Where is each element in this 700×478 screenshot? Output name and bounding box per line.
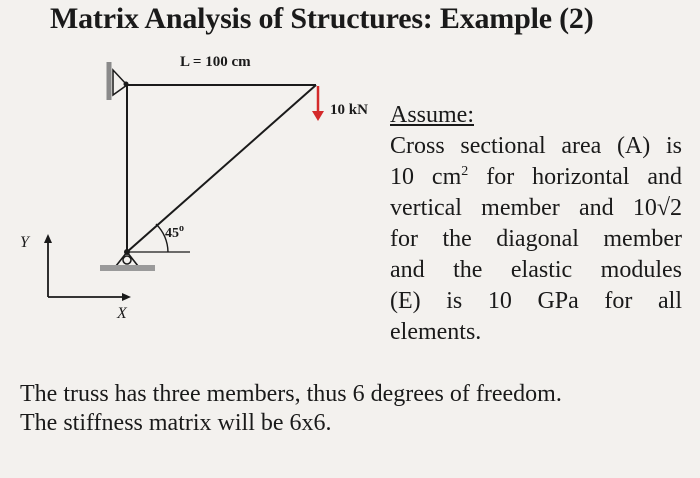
axis-x-label: X — [117, 305, 127, 322]
assume-line-2: 10 $cm^2$ for horizontal and — [390, 164, 683, 190]
conclusion-text — [20, 380, 562, 438]
assume-line-7: elements. — [390, 319, 482, 345]
assume-heading: Assume: — [390, 102, 474, 128]
axis-y-label: Y — [20, 234, 29, 251]
assume-line-6: (E) is 10 GPa for all — [390, 288, 682, 314]
length-label: L = 100 cm — [180, 54, 251, 70]
load-arrow-icon — [312, 86, 324, 121]
diagonal-member — [127, 85, 316, 252]
page-title: Matrix Analysis of Structures: Example (2) — [50, 2, 594, 35]
assumptions-block — [390, 100, 682, 348]
assume-line-5: and the elastic modules — [390, 257, 682, 283]
angle-label: 45$^o$ — [165, 223, 184, 241]
assume-line-4: for the diagonal member — [390, 226, 682, 252]
assume-line-1: Cross sectional area (A) is — [390, 133, 682, 159]
load-label: 10 kN — [330, 102, 368, 118]
assume-line-3: vertical member and 10√2 — [390, 195, 682, 221]
roller-support-icon — [109, 62, 129, 100]
conclusion-line-2: The stiffness matrix will be 6x6. — [20, 410, 332, 436]
conclusion-line-1: The truss has three members, thus 6 degrees of freedom. — [20, 381, 562, 407]
